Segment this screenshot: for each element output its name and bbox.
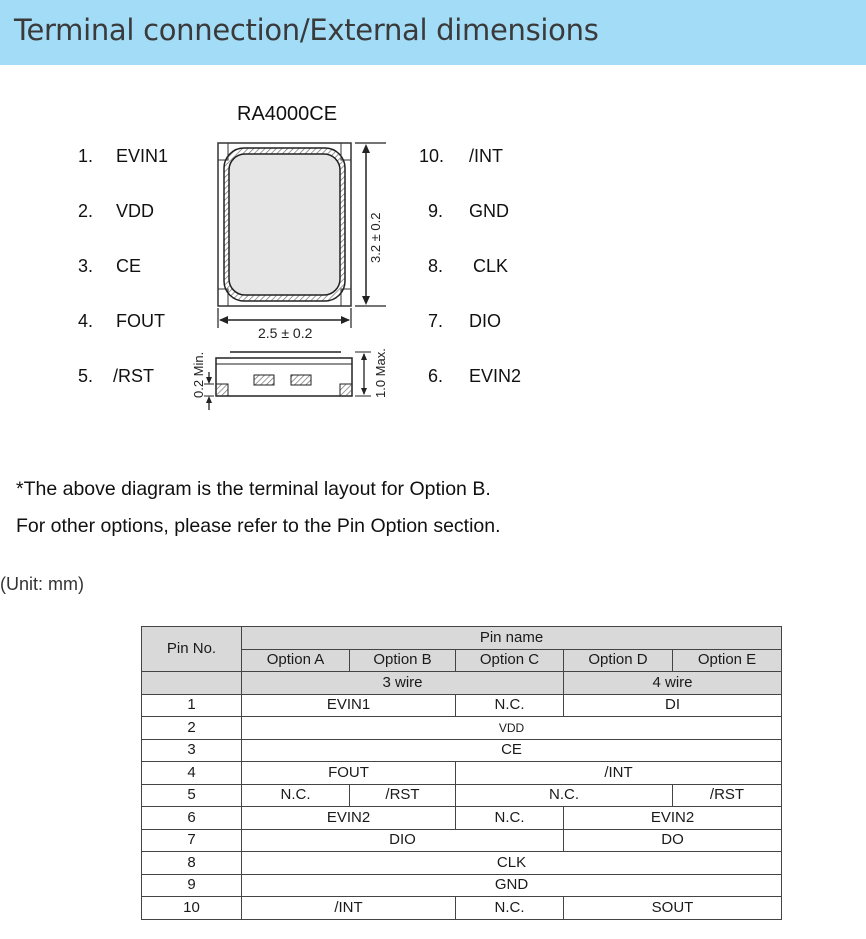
table-header-row: [142, 627, 782, 650]
pin-label-7: 7. DIO: [428, 311, 502, 331]
pin-assignment-table: [141, 626, 782, 920]
table-row: 2 VDD: [142, 717, 782, 740]
note-line-1: *The above diagram is the terminal layout for Option B.: [16, 478, 491, 500]
table-wire-row: [142, 672, 782, 695]
table-row: 10 /INT N.C. SOUT: [142, 897, 782, 920]
package-side-view: [216, 352, 352, 396]
table-row: 6 EVIN2 N.C. EVIN2: [142, 807, 782, 830]
max-thickness-dimension: [355, 352, 371, 396]
option-e-header: Option E: [673, 649, 782, 672]
wire3-header: 3 wire: [242, 672, 564, 695]
dimension-max-label: 1.0 Max.: [373, 348, 388, 398]
pin-label-3: 3. CE: [78, 256, 142, 276]
dimension-min-label: 0.2 Min.: [191, 351, 206, 398]
table-row: 8 CLK: [142, 852, 782, 875]
table-row: 4 FOUT /INT: [142, 762, 782, 785]
option-d-header: Option D: [564, 649, 673, 672]
table-row: 3 CE: [142, 739, 782, 762]
pin-label-4: 4. FOUT: [78, 311, 165, 331]
table-row: 9 GND: [142, 874, 782, 897]
table-row: 1 EVIN1 N.C. DI: [142, 694, 782, 717]
wire4-header: 4 wire: [564, 672, 782, 695]
pin-label-9: 9. GND: [428, 201, 509, 221]
unit-label: (Unit: mm): [0, 574, 84, 594]
note-line-2: For other options, please refer to the Pin Option section.: [16, 515, 501, 537]
pin-no-header: Pin No.: [142, 627, 242, 672]
pin-label-2: 2. VDD: [78, 201, 155, 221]
diagram-title: RA4000CE: [237, 103, 338, 125]
dimension-height-label: 3.2 ± 0.2: [368, 212, 383, 263]
pin-label-5: 5. /RST: [78, 366, 155, 386]
dimension-width-label: 2.5 ± 0.2: [258, 325, 313, 341]
pin-label-6: 6. EVIN2: [428, 366, 522, 386]
option-b-header: Option B: [350, 649, 456, 672]
pin-label-10: 10. /INT: [419, 146, 503, 166]
package-drawing: [0, 0, 866, 440]
pin-label-8: 8. CLK: [428, 256, 509, 276]
option-a-header: Option A: [242, 649, 350, 672]
table-row: 5 N.C. /RST N.C. /RST: [142, 784, 782, 807]
pin-label-1: 1. EVIN1: [78, 146, 169, 166]
pin-name-header: Pin name: [242, 627, 782, 650]
option-c-header: Option C: [456, 649, 564, 672]
section-title: Terminal connection/External dimensions: [14, 13, 599, 47]
table-row: 7 DIO DO: [142, 829, 782, 852]
package-top-view: [218, 143, 351, 306]
